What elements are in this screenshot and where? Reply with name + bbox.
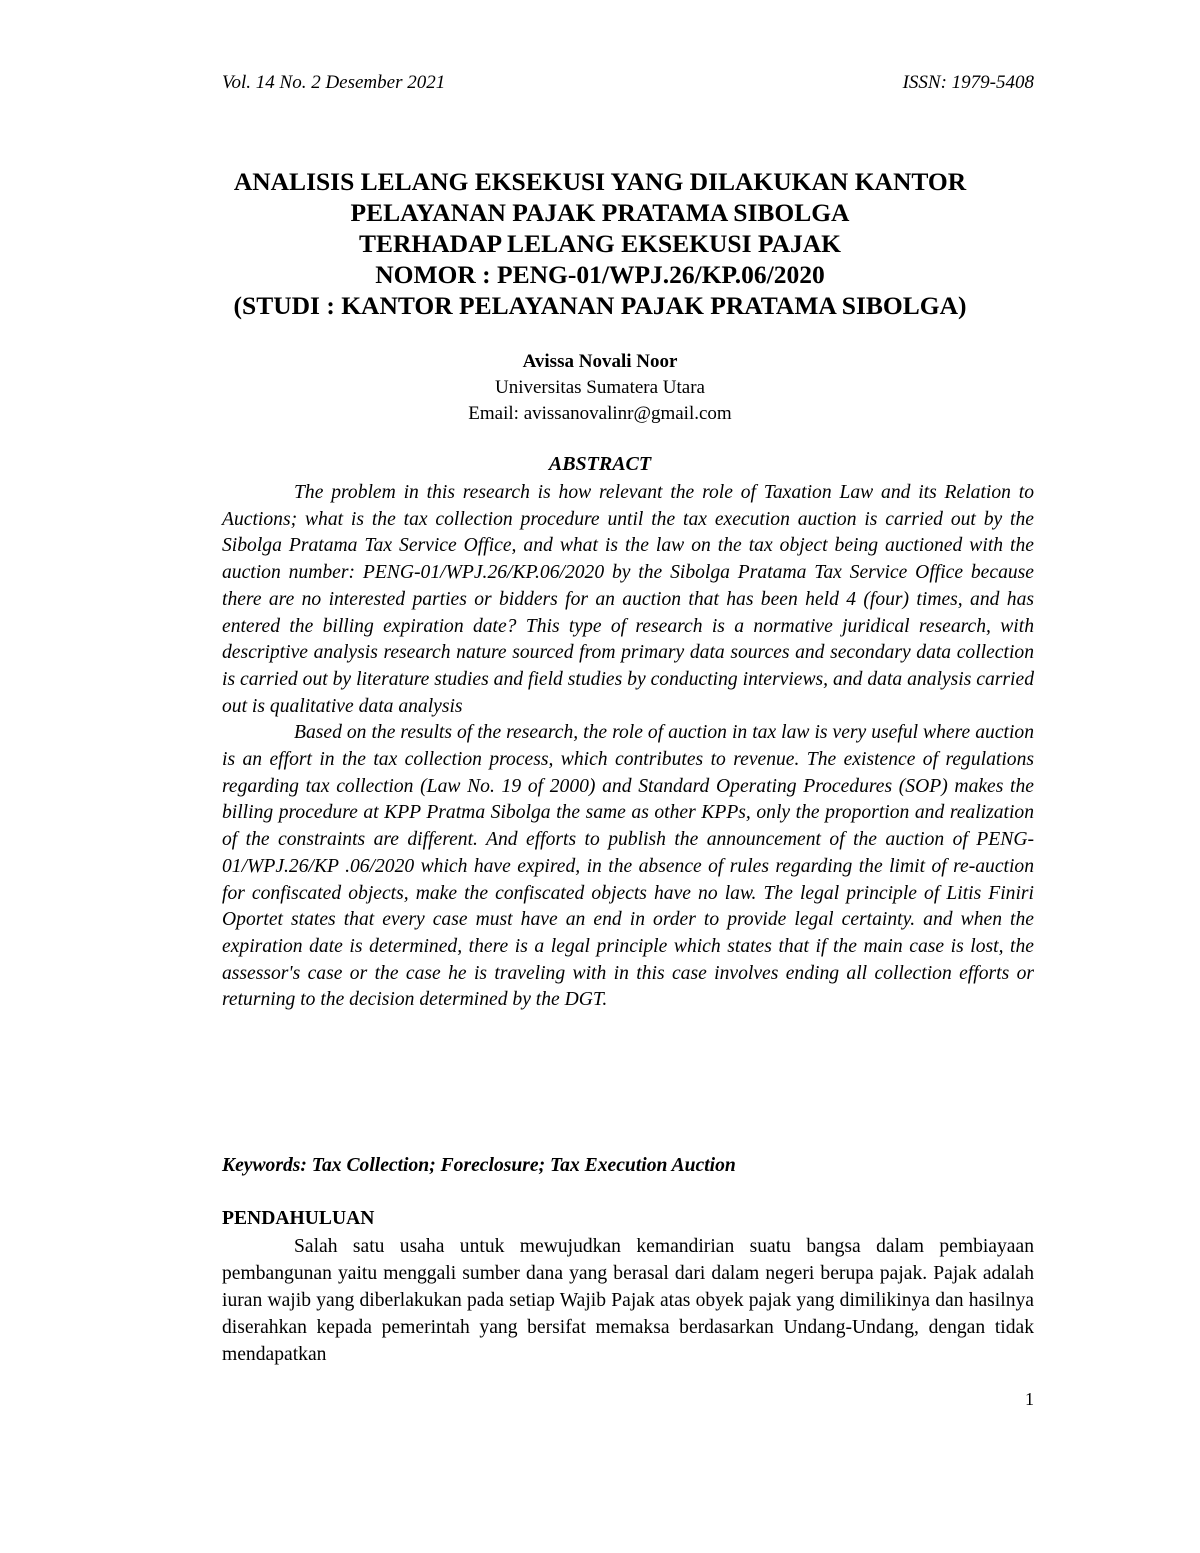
- author-email: Email: avissanovalinr@gmail.com: [468, 403, 732, 424]
- journal-volume: Vol. 14 No. 2 Desember 2021: [222, 72, 446, 93]
- journal-issn: ISSN: 1979-5408: [902, 72, 1034, 93]
- title-line-4: NOMOR : PENG-01/WPJ.26/KP.06/2020: [375, 260, 825, 289]
- running-header: [222, 72, 1034, 94]
- title-line-2: PELAYANAN PAJAK PRATAMA SIBOLGA: [350, 198, 850, 227]
- section-heading-introduction: PENDAHULUAN: [222, 1208, 375, 1229]
- author-block: [300, 349, 900, 427]
- abstract-paragraph-2: Based on the results of the research, the role of auction in tax law is very useful where auction is an effort in the tax collection process, which contributes to revenue. The existence of regulations regarding tax collection (Law No. 19 of 2000) and Standard Operating Procedures (SOP) makes the billing procedure at KPP Pratma Sibolga the same as other KPPs, only the proportion and realization of the constraints are different. And efforts to publish the announcement of the auction of PENG-01/WPJ.26/KP .06/2020 which have expired, in the absence of rules regarding the limit of re-auction for confiscated objects, make the confiscated objects have no law. The legal principle of Litis Finiri Oportet states that every case must have an end in order to provide legal certainty. and when the expiration date is determined, there is a legal principle which states that if the main case is lost, the assessor's case or the case he is traveling with in this case involves ending all collection efforts or returning to the decision determined by the DGT.: [222, 722, 1034, 1011]
- keywords: Keywords: Tax Collection; Foreclosure; Tax Execution Auction: [222, 1155, 736, 1176]
- title-line-3: TERHADAP LELANG EKSEKUSI PAJAK: [359, 229, 841, 258]
- page-number: 1: [1025, 1389, 1034, 1409]
- author-affiliation: Universitas Sumatera Utara: [495, 377, 705, 398]
- introduction-paragraph-1: Salah satu usaha untuk mewujudkan kemandirian suatu bangsa dalam pembiayaan pembangunan yaitu menggali sumber dana yang berasal dari dalam negeri berupa pajak. Pajak adalah iuran wajib yang diberlakukan pada setiap Wajib Pajak atas obyek pajak yang dimilikinya dan hasilnya diserahkan kepada pemerintah yang bersifat memaksa berdasarkan Undang-Undang, dengan tidak mendapatkan: [222, 1236, 1034, 1365]
- title-line-5: (STUDI : KANTOR PELAYANAN PAJAK PRATAMA SIBOLGA): [233, 291, 967, 320]
- author-name: Avissa Novali Noor: [522, 351, 678, 372]
- introduction-body: [222, 1233, 1034, 1368]
- title-line-1: ANALISIS LELANG EKSEKUSI YANG DILAKUKAN KANTOR: [233, 167, 967, 196]
- paper-title: [150, 166, 1050, 321]
- abstract-heading: ABSTRACT: [548, 453, 652, 475]
- abstract-body: [222, 480, 1034, 1014]
- abstract-paragraph-1: The problem in this research is how relevant the role of Taxation Law and its Relation to Auctions; what is the tax collection procedure until the tax execution auction is carried out by the Sibolga Pratama Tax Service Office, and what is the law on the tax object being auctioned with the auction number: PENG-01/WPJ.26/KP.06/2020 by the Sibolga Pratama Tax Service Office because there are no interested parties or bidders for an auction that has been held 4 (four) times, and has entered the billing expiration date? This type of research is a normative juridical research, with descriptive analysis research nature sourced from primary data sources and secondary data collection is carried out by literature studies and field studies by conducting interviews, and data analysis carried out is qualitative data analysis: [222, 482, 1034, 717]
